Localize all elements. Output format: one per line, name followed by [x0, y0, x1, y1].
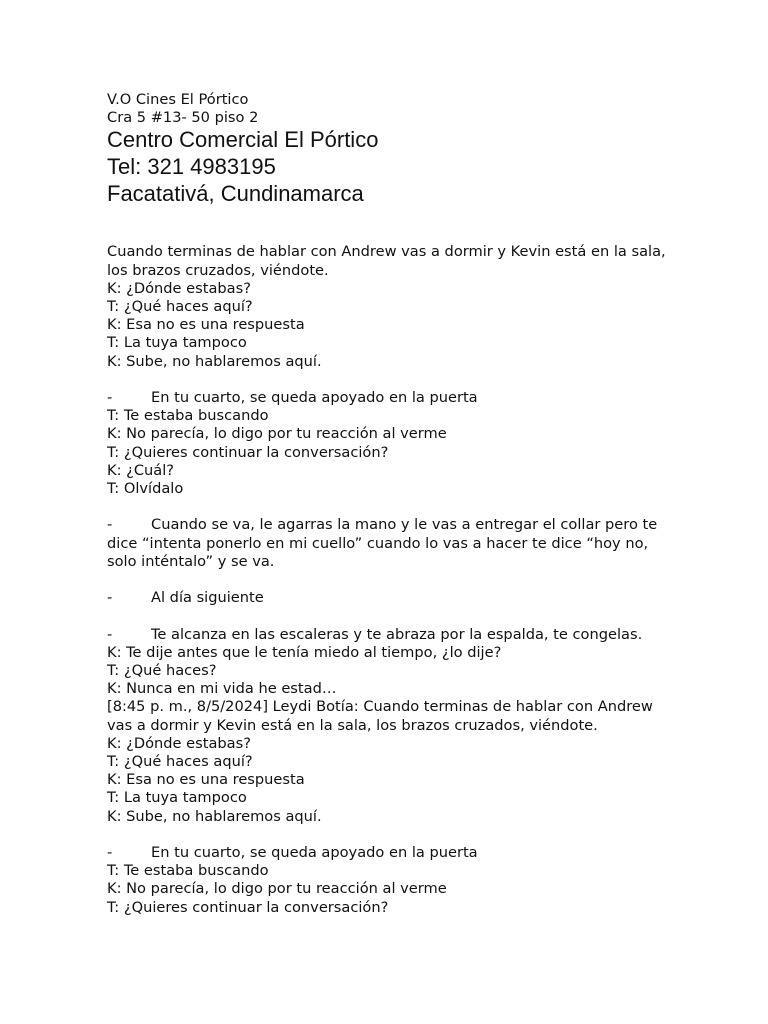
dialogue-line: T: La tuya tampoco — [107, 334, 247, 352]
venue-name: V.O Cines El Pórtico — [107, 91, 249, 108]
dialogue-line: K: Te dije antes que le tenía miedo al tiempo, ¿lo dije? — [107, 643, 502, 661]
bullet-text: En tu cuarto, se queda apoyado en la puerta — [151, 844, 478, 862]
spacer — [107, 571, 667, 589]
dialogue-line: T: ¿Quieres continuar la conversación? — [107, 898, 389, 916]
phone-number: Tel: 321 4983195 — [107, 153, 276, 179]
dialogue-line: K: Sube, no hablaremos aquí. — [107, 807, 322, 825]
spacer — [107, 371, 667, 389]
spacer — [107, 498, 667, 516]
venue-address: Cra 5 #13- 50 piso 2 — [107, 109, 259, 126]
city-location: Facatativá, Cundinamarca — [107, 180, 364, 206]
bullet-item — [107, 626, 667, 644]
dash-marker: - — [107, 589, 113, 607]
dash-marker: - — [107, 625, 113, 643]
dialogue-line: T: La tuya tampoco — [107, 789, 247, 807]
dialogue-line: T: Olvídalo — [107, 480, 184, 498]
dialogue-line: K: Sube, no hablaremos aquí. — [107, 352, 322, 370]
dialogue-line: K: No parecía, lo digo por tu reacción al verme — [107, 425, 447, 443]
spacer — [107, 607, 667, 625]
bullet-text: Al día siguiente — [151, 589, 264, 607]
dialogue-line: T: ¿Qué haces aquí? — [107, 753, 253, 771]
document-content — [107, 91, 667, 917]
dialogue-line: K: Nunca en mi vida he estad… — [107, 680, 337, 698]
bullet-item — [107, 589, 667, 607]
dialogue-line: T: Te estaba buscando — [107, 862, 269, 880]
paragraph-intro: Cuando terminas de hablar con Andrew vas a dormir y Kevin está en la sala, los brazos cruzados, viéndote. — [107, 243, 666, 279]
dash-marker: - — [107, 516, 113, 534]
bullet-item — [107, 844, 667, 862]
bullet-item — [107, 516, 667, 571]
paragraph-chat-paste: [8:45 p. m., 8/5/2024] Leydi Botía: Cuando terminas de hablar con Andrew vas a dormir y Kevin está en la sala, los brazos cruzados, viéndote. — [107, 698, 653, 734]
dialogue-line: T: Te estaba buscando — [107, 407, 269, 425]
spacer — [107, 207, 667, 243]
bullet-text: En tu cuarto, se queda apoyado en la puerta — [151, 389, 478, 406]
dialogue-line: K: ¿Dónde estabas? — [107, 734, 251, 752]
dialogue-line: K: ¿Dónde estabas? — [107, 279, 251, 297]
dash-marker: - — [107, 844, 113, 862]
dialogue-line: T: ¿Qué haces aquí? — [107, 298, 253, 315]
dialogue-line: T: ¿Qué haces? — [107, 662, 217, 679]
dialogue-line: T: ¿Quieres continuar la conversación? — [107, 443, 389, 461]
bullet-text: Te alcanza en las escaleras y te abraza por la espalda, te congelas. — [151, 625, 643, 643]
dialogue-line: K: No parecía, lo digo por tu reacción al verme — [107, 880, 447, 898]
bullet-text: Cuando se va, le agarras la mano y le vas a entregar el collar pero te dice “intenta ponerlo en mi cuello” cuando lo vas a hacer te dice “hoy no, solo inténtalo” y se va. — [107, 516, 658, 570]
dialogue-line: K: Esa no es una respuesta — [107, 316, 305, 334]
dash-marker: - — [107, 389, 113, 406]
dialogue-line: K: Esa no es una respuesta — [107, 771, 305, 789]
dialogue-line: K: ¿Cuál? — [107, 461, 175, 479]
spacer — [107, 826, 667, 844]
mall-name: Centro Comercial El Pórtico — [107, 127, 379, 152]
bullet-item — [107, 389, 667, 407]
